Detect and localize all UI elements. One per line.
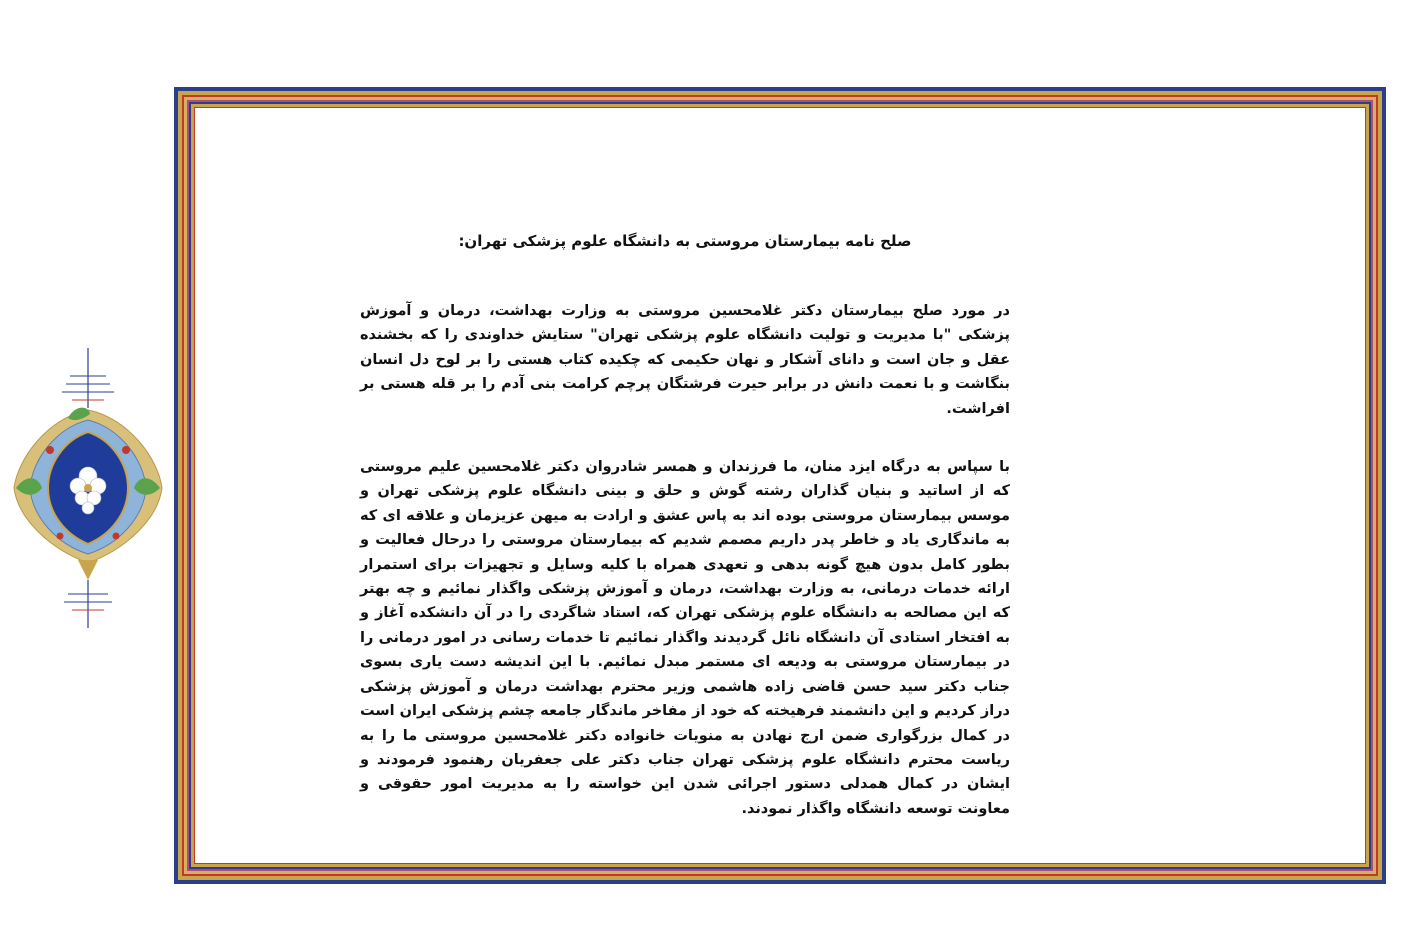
- document-body: [360, 225, 1010, 855]
- floral-medallion-icon: [8, 348, 168, 628]
- paragraph-1: در مورد صلح بیمارستان دکتر غلامحسین مروستی به وزارت بهداشت، درمان و آموزش پزشکی "با مدیریت و تولیت دانشگاه علوم پزشکی تهران" ستایش خداوندی را که بخشنده عقل و جان است و دانای آشکار و نهان حکیمی که چکیده کتاب هستی را بر لوح دل انسان بنگاشت و با نعمت دانش در برابر حیرت فرشتگان پرچم کرامت بنی آدم را بر قله هستی بر افراشت.: [360, 303, 1010, 417]
- paragraph-2: با سپاس به درگاه ایزد منان، ما فرزندان و همسر شادروان دکتر غلامحسین علیم مروستی که از اساتید و بنیان گذاران رشته گوش و حلق و بینی دانشگاه علوم پزشکی تهران و موسس بیمارستان مروستی بوده اند به پاس عشق و ارادت به میهن عزیزمان و علاقه ای که به ماندگاری یاد و خاطر پدر داریم مصمم شدیم که بیمارستان مروستی را درحال فعالیت و بطور کامل بدون هیچ گونه بدهی و تعهدی همراه با کلیه وسایل و تجهیزات برای استمرار ارائه خدمات درمانی، به وزارت بهداشت، درمان و آموزش پزشکی واگذار نمائیم و چه بهتر که این مصالحه به دانشگاه علوم پزشکی تهران که، استاد شاگردی را در آن دانشکده آغاز و به افتخار استادی آن دانشگاه نائل گردیدند واگذار نمائیم تا خدمات رسانی در امور درمانی را در بیمارستان مروستی به ودیعه ای مستمر مبدل نمائیم. با این اندیشه دست یاری بسوی جناب دکتر سید حسن قاضی زاده هاشمی وزیر محترم بهداشت درمان و آموزش پزشکی دراز کردیم و این دانشمند فرهیخته که خود از مفاخر ماندگار جامعه چشم پزشکی ایران است در کمال بزرگواری ضمن ارج نهادن به منویات خانواده دکتر غلامحسین مروستی ما را به ریاست محترم دانشگاه علوم پزشکی تهران جناب دکتر علی جعفریان رهنمود فرمودند و ایشان در کمال همدلی دستور اجرائی شدن این خواسته را به مدیریت امور حقوقی و معاونت توسعه دانشگاه واگذار نمودند.: [360, 459, 1010, 817]
- document-title: صلح نامه بیمارستان مروستی به دانشگاه علوم پزشکی تهران:: [458, 232, 912, 250]
